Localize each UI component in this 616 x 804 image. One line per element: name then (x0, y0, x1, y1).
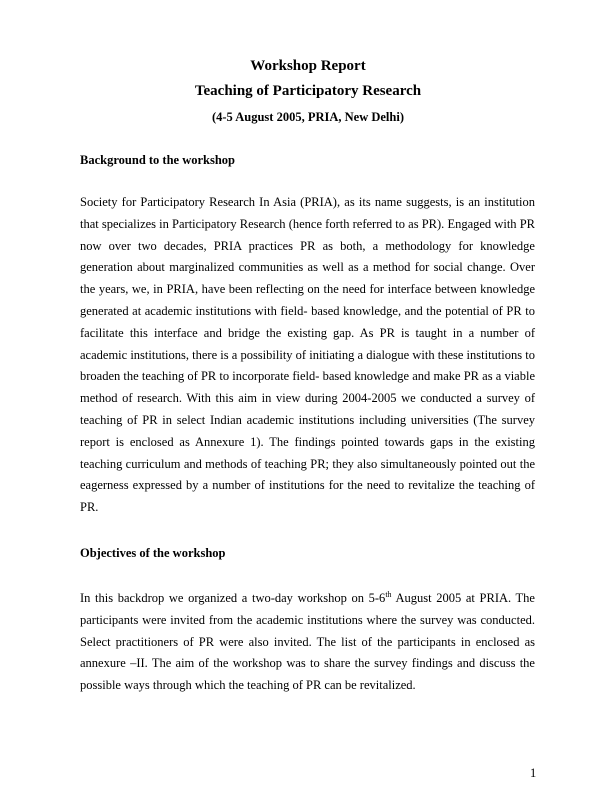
report-subtitle: Teaching of Participatory Research (194, 83, 422, 99)
section-heading-background: Background to the workshop (80, 153, 236, 167)
objectives-paragraph (80, 588, 535, 697)
page-number: 1 (530, 766, 537, 780)
report-title: Workshop Report (250, 58, 366, 74)
report-dateline: (4-5 August 2005, PRIA, New Delhi) (211, 110, 404, 124)
objectives-text-start: In this backdrop we organized a two-day workshop on 5-6 (80, 591, 386, 605)
background-paragraph: Society for Participatory Research In Asia (PRIA), as its name suggests, is an institution that specializes in Participatory Research (hence forth referred to as PR). Engaged with PR now over two decades, PRIA practices PR as both, a methodology for knowledge generation about marginalized communities as well as a method for social change. Over the years, we, in PRIA, have been reflecting on the need for interface between knowledge generated at academic institutions with field- based knowledge, and the potential of PR to facilitate this interface and bridge the existing gap. As PR is taught in a number of academic institutions, there is a possibility of initiating a dialogue with these institutions to broaden the teaching of PR to incorporate field- based knowledge and make PR as a viable method of research. With this aim in view during 2004-2005 we conducted a survey of teaching of PR in select Indian academic institutions including universities (The survey report is enclosed as Annexure 1). The findings pointed towards gaps in the existing teaching curriculum and methods of teaching PR; they also simultaneously pointed out the eagerness expressed by a number of institutions for the need to revitalize the teaching of PR. (80, 195, 535, 515)
ordinal-superscript: th (385, 589, 392, 599)
section-heading-objectives: Objectives of the workshop (80, 546, 226, 560)
objectives-text-end: August 2005 at PRIA. The participants were invited from the academic institutions where the survey was conducted. Select practitioners of PR were also invited. The list of the participants in enclosed as annexure –II. The aim of the workshop was to share the survey findings and discuss the possible ways through which the teaching of PR can be revitalized. (80, 591, 535, 693)
